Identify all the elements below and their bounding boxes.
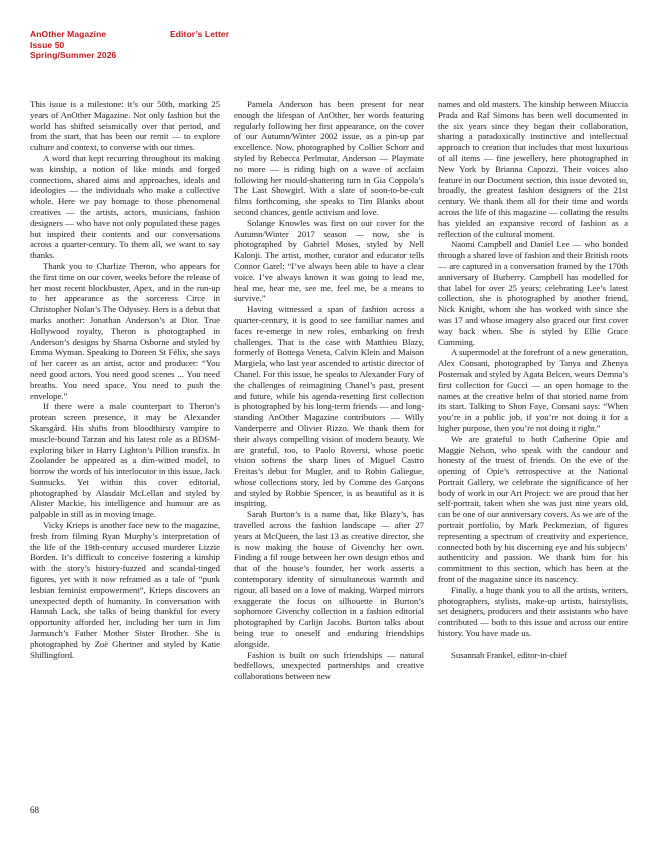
- page-header: [30, 29, 631, 61]
- paragraph: We are grateful to both Catherine Opie and Maggie Nelson, who speak with the candour and honesty of the truest of friends. On the eve of the opening of Opie’s retrospective at the National Portrait Gallery, we celebrate the significance of her body of work in our Art Project: we are proud that her self-portrait, taken when she was just nine years old, can be one of our anniversary covers. As we are of the portrait portfolio, by Mark Peckmezian, of figures representing a spectrum of creativity and experience, connected both by his discerning eye and his subjects’ authenticity and passion. We thank him for his commitment to this section, which has been at the front of the magazine since its nascency.: [438, 433, 628, 585]
- issue-season: Spring/Summer 2026: [30, 50, 117, 60]
- paragraph: Sarah Burton’s is a name that, like Blazy’s, has travelled across the fashion landscape — after 27 years at McQueen, the last 13 as creative director, she is now making the house of Givenchy her own. Finding a fil rouge between her own design ethos and that of the house’s founder, her work asserts a contemporary identity of simultaneous warmth and rigour, all based on a love of making. Warped mirrors exaggerate the focus on silhouette in Burton’s sophomore Givenchy collection in a fashion editorial photographed by Carlijn Jacobs. Burton talks about being true to oneself and enduring friendships alongside.: [234, 509, 424, 649]
- paragraph: A supermodel at the forefront of a new generation, Alex Consani, photographed by Tanya and Zhenya Posternak and styled by Agata Belcen, wears Demna’s first collection for Gucci — an open homage to the names at the creative helm of that storied name from its start. Talking to Shon Faye, Consani says: “When you’re in a public job, if you’re not doing it for a higher purpose, then you’re not doing it right.”: [438, 347, 628, 433]
- text-column-3: [438, 99, 628, 682]
- paragraph: This issue is a milestone: it’s our 50th, marking 25 years of AnOther Magazine. Not only fashion but the world has shifted seismically over that period, and from the start, that has been our remit — to explore culture and context, to converse with our times.: [30, 99, 220, 153]
- paragraph: A word that kept recurring throughout its making was kinship, a notion of like minds and forged connections, shared aims and approaches, ideals and ideologies — the individuals who make a collective whole. Here we pay homage to those phenomenal creatives — the artists, actors, musicians, fashion designers — who have not only populated these pages but inspired their contents and our conversations across a quarter-century. To them all, we want to say thanks.: [30, 152, 220, 261]
- section-title: Editor’s Letter: [170, 29, 230, 39]
- paragraph: Thank you to Charlize Theron, who appears for the first time on our cover, weeks before the release of her most recent blockbuster, Apex, and in the run-up to her appearance as the sorceress Circe in Christopher Nolan’s The Odyssey. Hers is a debut that marks another: Jonathan Anderson’s at Dior. True Hollywood royalty, Theron is photographed in Anderson’s designs by Sharna Osborne and styled by Emma Wyman. Speaking to Doreen St Félix, she says of her career as an artist, actor and producer: “You need good actors. You need good scenes ... You need breaths. You need space. You need to push the envelope.”: [30, 260, 220, 401]
- paragraph: Finally, a huge thank you to all the artists, writers, photographers, stylists, make-up artists, hairstylists, set designers, producers and their assistants who have contributed — both to this issue and across our entire history. You have made us.: [438, 584, 628, 639]
- page-number: 68: [30, 805, 39, 815]
- magazine-title: AnOther Magazine: [30, 29, 107, 39]
- paragraph: If there were a male counterpart to Theron’s protean screen presence, it may be Alexander Skarsgård. His shifts from bloodthirsty vampire to muscle-bound Tarzan and his latest role as a BDSM-exploring biker in Harry Lighton’s Pillion transfix. In Zoolander he appeared as a dim-witted model, to borrow the words of his interlocutor in this issue, Jack Sunnucks. Yet within this cover editorial, photographed by Alasdair McLellan and styled by Alister Mackie, his intelligence and humour are as palpable in still as in moving image.: [30, 401, 220, 520]
- paragraph: names and old masters. The kinship between Miuccia Prada and Raf Simons has been well documented in the six years since they began their collaboration, sharing a paradoxically instinctive and intellectual approach to creation that includes that most luxurious of all items — fine jewellery, here photographed in New York by Brianna Capozzi. Their voices also feature in our Document section, this issue devoted to, broadly, the greatest fashion designers of the 21st century. We thank them all for their time and words across the life of this magazine — collating the results has yielded an expansive record of fashion as a reflection of the cultural moment.: [438, 99, 628, 239]
- paragraph: Having witnessed a span of fashion across a quarter-century, it is good to see familiar names and faces re-emerge in new roles, embarking on fresh challenges. That is the case with Matthieu Blazy, formerly of Bottega Veneta, Calvin Klein and Maison Margiela, who last year ascended to artistic director of Chanel. For this issue, he speaks to Alexander Fury of the challenges of reimagining Chanel’s past, present and future, while his agenda-resetting first collection is photographed by his long-term friends — and long-standing AnOther Magazine contributors — Willy Vanderperre and Olivier Rizzo. We thank them for their always compelling vision of modern beauty. We are grateful, too, to Paolo Roversi, whose poetic vision softens the sharp lines of Miguel Castro Freitas’s debut for Mugler, and to Robin Galiegue, whose collections story, led by Comme des Garçons and styled by Robbie Spencer, is as beautiful as it is inspiring.: [234, 304, 424, 509]
- masthead: [30, 29, 631, 61]
- paragraph: Naomi Campbell and Daniel Lee — who bonded through a shared love of fashion and their British roots — are captured in a conversation framed by the 170th anniversary of Burberry. Campbell has modelled for that label for over 25 years; celebrating Lee’s latest collection, she is photographed by another friend, Nick Knight, whom she has worked with since she was 17 and whose imagery also graced our first cover way back when. She is styled by Ellie Grace Cumming.: [438, 239, 628, 347]
- text-column-2: [234, 99, 424, 682]
- text-column-1: [30, 99, 220, 682]
- issue-number: Issue 50: [30, 39, 65, 50]
- paragraph: Pamela Anderson has been present for near enough the lifespan of AnOther, her words featuring regularly following her first appearance, on the cover of our Autumn/Winter 2002 issue, as a pin-up par excellence. Now, photographed by Collier Schorr and styled by Rebecca Perlmutar, Anderson — Playmate no more — is riding high on a wave of acclaim following her mould-shattering turn in Gia Coppola’s The Last Showgirl. With a slate of soon-to-be-cult films forthcoming, she speaks to Tim Blanks about second chances, gentle activism and love.: [234, 99, 424, 217]
- paragraph: Vicky Krieps is another face new to the magazine, fresh from filming Ryan Murphy’s interpretation of the life of the 19th-century accused murderer Lizzie Borden. It’s difficult to conceive fostering a kinship with the story’s history-fuzzed and scandal-tinged figures, yet with it now reframed as a tale of “punk lesbian feminist empowerment”, Krieps discovers an unexpected depth of humanity. In conversation with Hannah Lack, she talks of being thankful for every opportunity afforded her, including her turn in Jim Jarmusch’s Father Mother Sister Brother. She is photographed by Zoë Ghertner and styled by Katie Shillingford.: [30, 520, 220, 660]
- article-columns: [30, 99, 628, 682]
- signature: Susannah Frankel, editor-in-chief: [451, 649, 568, 660]
- paragraph: Fashion is built on such friendships — natural bedfellows, unexpected partnerships and creative collaborations between new: [234, 649, 424, 682]
- paragraph: Solange Knowles was first on our cover for the Autumn/Winter 2017 season — now, she is photographed by Gabriel Moses, styled by Nell Kalonji. The artist, mother, curator and educator tells Connor Garel: “I’ve always been able to have a clear voice. I’ve always known it was going to lead me, heal me, hear me, see me, feel me, be a means to survive.”: [234, 217, 424, 304]
